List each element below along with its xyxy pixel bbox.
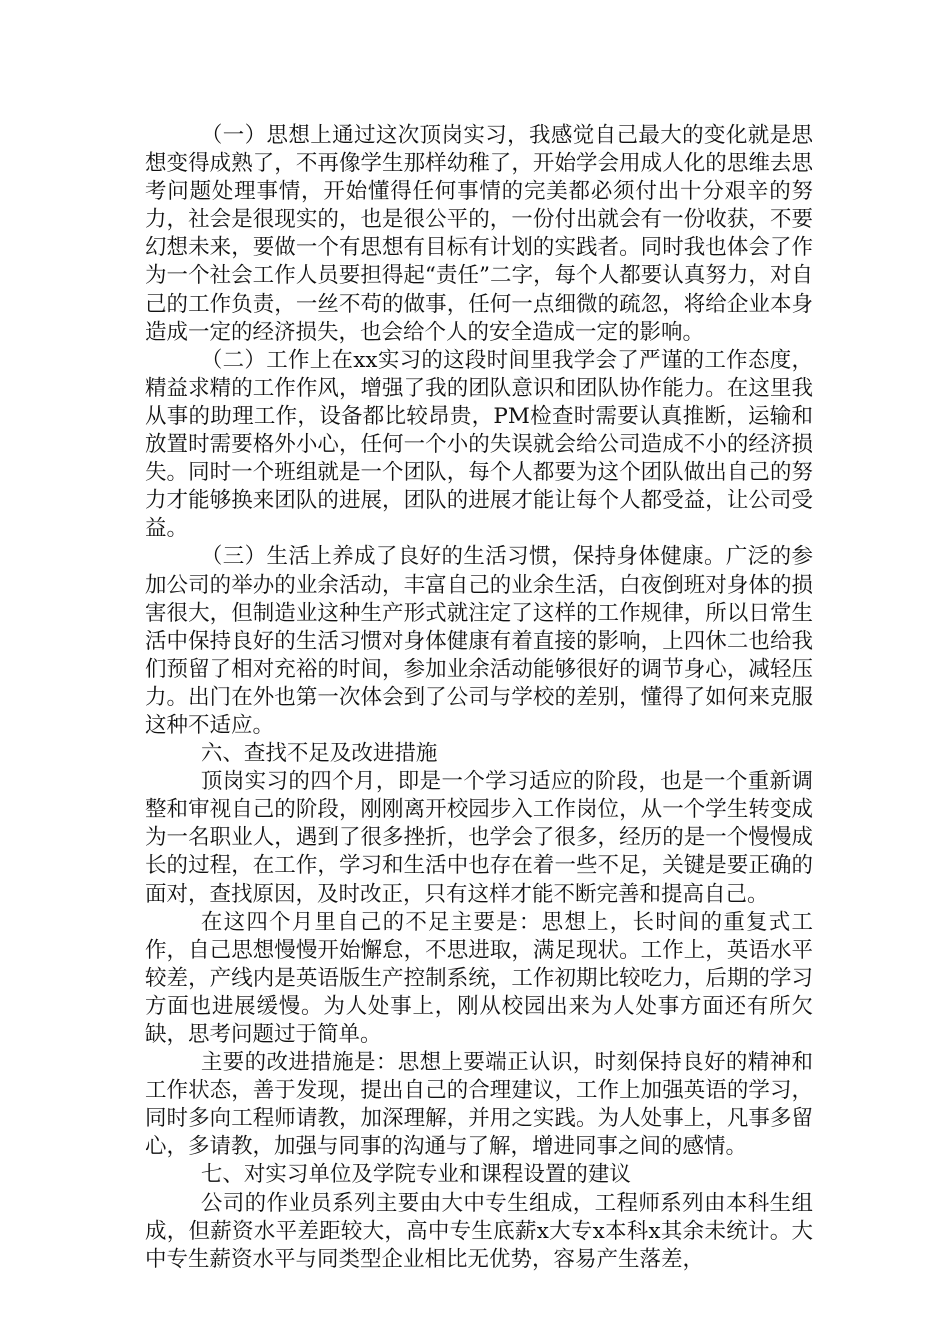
section-heading-7: 七、对实习单位及学院专业和课程设置的建议 — [200, 1162, 631, 1188]
section-heading-6: 六、查找不足及改进措施 — [200, 741, 438, 767]
paragraph-work: （二）工作上在xx实习的这段时间里我学会了严谨的工作态度，精益求精的工作作风，增强了我的团队意识和团队协作能力。在这里我从事的助理工作，设备都比较昂贵，PM检查时需要认真推断，运输和放置时需要格外小心，任何一个小的失误就会给公司造成不小的经济损失。同时一个班组就是一个团队，每个人都要为这个团队做出自己的努力才能够换来团队的进展，团队的进展才能让每个人都受益，让公司受益。 — [145, 347, 813, 542]
paragraph-improvements: 主要的改进措施是：思想上要端正认识，时刻保持良好的精神和工作状态，善于发现，提出自己的合理建议，工作上加强英语的学习，同时多向工程师请教，加深理解，并用之实践。为人处事上，凡事多留心，多请教，加强与同事的沟通与了解，增进同事之间的感情。 — [145, 1050, 813, 1160]
paragraph-life: （三）生活上养成了良好的生活习惯，保持身体健康。广泛的参加公司的举办的业余活动，丰富自己的业余生活，白夜倒班对身体的损害很大，但制造业这种生产形式就注定了这样的工作规律，所以日常生活中保持良好的生活习惯对身体健康有着直接的影响，上四休二也给我们预留了相对充裕的时间，参加业余活动能够很好的调节身心，减轻压力。出门在外也第一次体会到了公司与学校的差别，懂得了如何来克服这种不适应。 — [145, 544, 813, 738]
paragraph-ideology: （一）思想上通过这次顶岗实习，我感觉自己最大的变化就是思想变得成熟了，不再像学生那样幼稚了，开始学会用成人化的思维去思考问题处理事情，开始懂得任何事情的完美都必须付出十分艰辛的努力，社会是很现实的，也是很公平的，一份付出就会有一份收获，不要幻想未来，要做一个有思想有目标有计划的实践者。同时我也体会了作为一个社会工作人员要担得起“责任”二字，每个人都要认真努力，对自己的工作负责，一丝不苟的做事，任何一点细微的疏忽，将给企业本身造成一定的经济损失，也会给个人的安全造成一定的影响。 — [145, 123, 813, 345]
paragraph-shortcomings: 在这四个月里自己的不足主要是：思想上，长时间的重复式工作，自己思想慢慢开始懈怠，不思进取，满足现状。工作上，英语水平较差，产线内是英语版生产控制系统，工作初期比较吃力，后期的学习方面也进展缓慢。为人处事上，刚从校园出来为人处事方面还有所欠缺，思考问题过于简单。 — [145, 909, 813, 1047]
paragraph-company-suggestions: 公司的作业员系列主要由大中专生组成，工程师系列由本科生组成，但薪资水平差距较大，高中专生底薪x大专x本科x其余未统计。大中专生薪资水平与同类型企业相比无优势，容易产生落差， — [145, 1190, 813, 1272]
paragraph-internship-period: 顶岗实习的四个月，即是一个学习适应的阶段，也是一个重新调整和审视自己的阶段，刚刚离开校园步入工作岗位，从一个学生转变成为一名职业人，遇到了很多挫折，也学会了很多，经历的是一个慢慢成长的过程，在工作，学习和生活中也存在着一些不足，关键是要正确的面对，查找原因，及时改正，只有这样才能不断完善和提高自己。 — [145, 769, 813, 907]
document-page — [145, 122, 813, 1274]
